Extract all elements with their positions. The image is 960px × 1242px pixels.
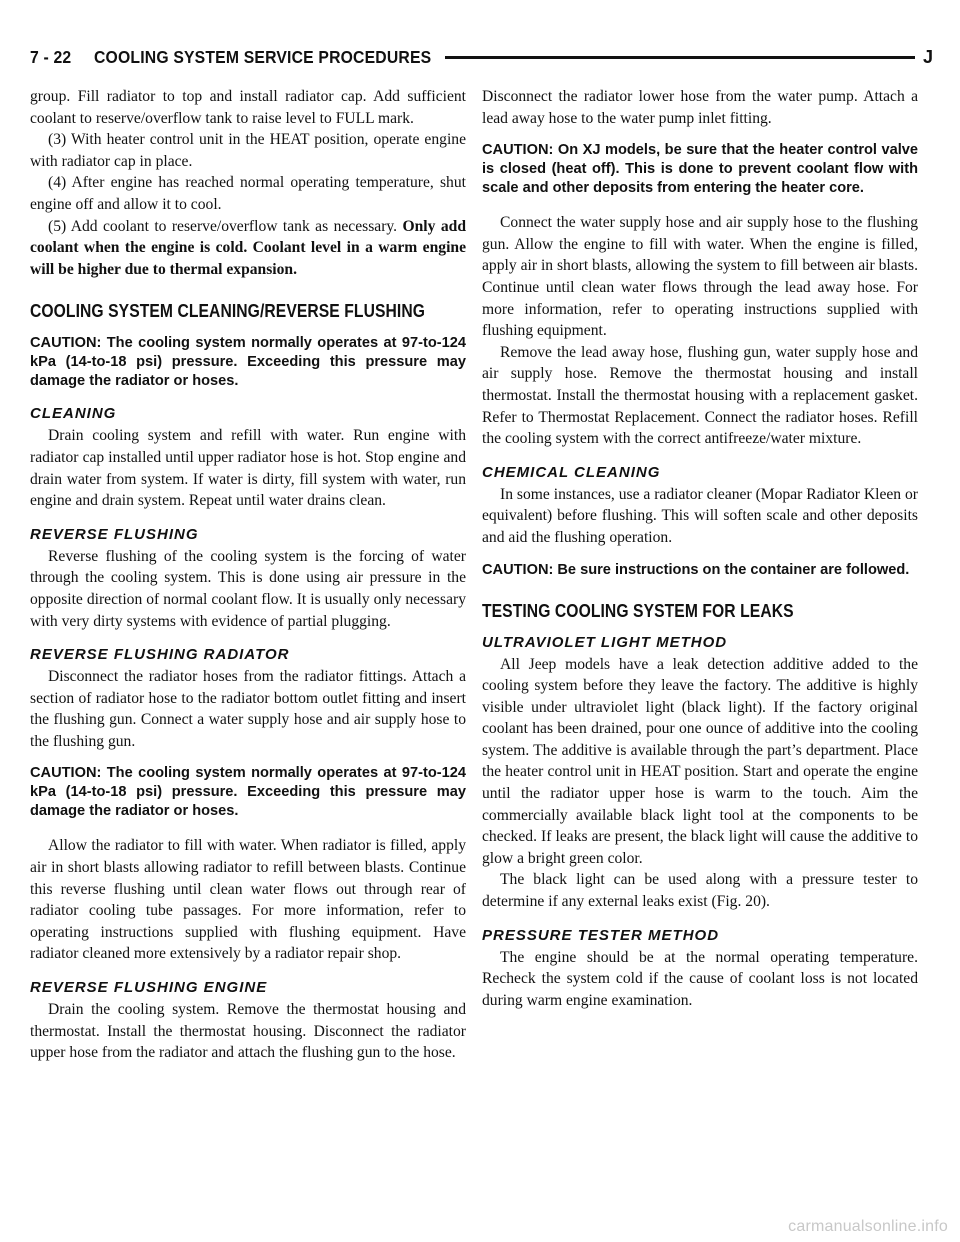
chemical-cleaning-text: In some instances, use a radiator cleaner (Mopar Radiator Kleen or equivalent) before flushing. This will soften scale and other deposits and aid the flushing operation. xyxy=(482,485,918,546)
paragraph: Disconnect the radiator lower hose from the water pump. Attach a lead away hose to the water pump inlet fitting. xyxy=(482,88,918,127)
paragraph: group. Fill radiator to top and install radiator cap. Add sufficient coolant to reserve/overflow tank to raise level to FULL mark. xyxy=(30,88,466,127)
reverse-flushing-engine-text: Drain the cooling system. Remove the thermostat housing and thermostat. Install the thermostat housing. Disconnect the radiator upper hose from the radiator and attach the flushing gun to the hose. xyxy=(30,1001,466,1062)
reverse-flushing-radiator-text-2: Allow the radiator to fill with water. When radiator is filled, apply air in short blasts allowing radiator to refill between blasts. Continue this reverse flushing until clean water flows out through rear of radiator cooling tube passages. For more information, refer to operating instructions supplied with flushing equipment. Have radiator cleaned more extensively by a radiator repair shop. xyxy=(30,837,466,963)
subheading-reverse-flushing-radiator: REVERSE FLUSHING RADIATOR xyxy=(30,646,290,664)
step-4: (4) After engine has reached normal operating temperature, shut engine off and allow it to cool. xyxy=(30,174,466,213)
watermark: carmanualsonline.info xyxy=(788,1218,948,1235)
step-5 xyxy=(30,216,466,281)
paragraph: Connect the water supply hose and air supply hose to the flushing gun. Allow the engine to fill with water. When the engine is filled, apply air in short blasts, allowing the system to fill between air blasts. Continue until clean water flows through the lead away hose. For more information, refer to operating instructions supplied with flushing equipment. xyxy=(482,214,918,340)
header-rule xyxy=(445,56,915,59)
subheading-pressure-tester-method: PRESSURE TESTER METHOD xyxy=(482,926,720,944)
reverse-flushing-radiator-text: Disconnect the radiator hoses from the radiator fittings. Attach a section of radiator hose to the radiator bottom outlet fitting and insert the flushing gun. Connect a water supply hose and air supply hose to the flushing gun. xyxy=(30,668,466,750)
caution-heater-valve: CAUTION: On XJ models, be sure that the heater control valve is closed (heat off). This is done to prevent coolant flow with scale and other deposits from entering the heater core. xyxy=(482,142,918,197)
uv-method-text-2: The black light can be used along with a pressure tester to determine if any external leaks exist (Fig. 20). xyxy=(482,871,918,911)
left-column xyxy=(30,86,466,1064)
page-reference: 7 - 22 xyxy=(30,46,72,67)
reverse-flushing-text: Reverse flushing of the cooling system is the forcing of water through the cooling system. This is done using air pressure in the opposite direction of normal coolant flow. It is usually only necessary with very dirty systems with evidence of partial plugging. xyxy=(30,547,466,630)
subheading-reverse-flushing-engine: REVERSE FLUSHING ENGINE xyxy=(30,979,268,997)
paragraph: Remove the lead away hose, flushing gun, water supply hose and air supply hose. Remove the thermostat housing and install thermostat. Install the thermostat housing with a replacement gasket. Refer to Thermostat Replacement. Connect the radiator hoses. Refill the cooling system with the correct antifreeze/water mixture. xyxy=(482,343,918,448)
caution-container: CAUTION: Be sure instructions on the container are followed. xyxy=(482,561,910,578)
subheading-chemical-cleaning: CHEMICAL CLEANING xyxy=(482,463,661,481)
caution-pressure-2: CAUTION: The cooling system normally operates at 97-to-124 kPa (14-to-18 psi) pressure. Exceeding this pressure may damage the radiator or hoses. xyxy=(30,765,466,820)
step-5-text: (5) Add coolant to reserve/overflow tank as necessary. xyxy=(48,217,403,235)
subheading-ultraviolet-light-method: ULTRAVIOLET LIGHT METHOD xyxy=(482,633,728,651)
cleaning-text: Drain cooling system and refill with water. Run engine with radiator cap installed until upper radiator hose is hot. Stop engine and drain water from system. If water is dirty, fill system with water, run engine and drain system. Repeat until water drains clean. xyxy=(30,427,466,510)
right-column xyxy=(482,86,918,1011)
heading-testing-leaks: TESTING COOLING SYSTEM FOR LEAKS xyxy=(482,600,794,621)
step-3: (3) With heater control unit in the HEAT position, operate engine with radiator cap in place. xyxy=(30,131,466,170)
section-title: COOLING SYSTEM SERVICE PROCEDURES xyxy=(93,46,432,67)
page-header xyxy=(30,42,933,72)
step-5-bold-note: Only add coolant when the engine is cold. Coolant level in a warm engine will be higher due to thermal expansion. xyxy=(30,217,466,278)
edition-letter: J xyxy=(922,46,933,67)
subheading-reverse-flushing: REVERSE FLUSHING xyxy=(30,525,199,543)
uv-method-text: All Jeep models have a leak detection additive added to the cooling system before they leave the factory. The additive is highly visible under ultraviolet light (black light). If the factory original coolant has been drained, pour one ounce of additive into the cooling system. The additive is available through the part’s department. Place the heater control unit in HEAT position. Start and operate the engine until the radiator upper hose is warm to the touch. Aim the commercially available black light tool at the components to be checked. If leaks are present, the black light will cause the additive to glow a bright green color. xyxy=(482,655,918,867)
heading-cleaning-reverse-flushing: COOLING SYSTEM CLEANING/REVERSE FLUSHING xyxy=(30,301,426,322)
caution-pressure: CAUTION: The cooling system normally operates at 97-to-124 kPa (14-to-18 psi) pressure. Exceeding this pressure may damage the radiator or hoses. xyxy=(30,335,466,390)
subheading-cleaning: CLEANING xyxy=(30,405,117,423)
pressure-method-text: The engine should be at the normal operating temperature. Recheck the system cold if the cause of coolant loss is not located during warm engine examination. xyxy=(482,948,918,1009)
